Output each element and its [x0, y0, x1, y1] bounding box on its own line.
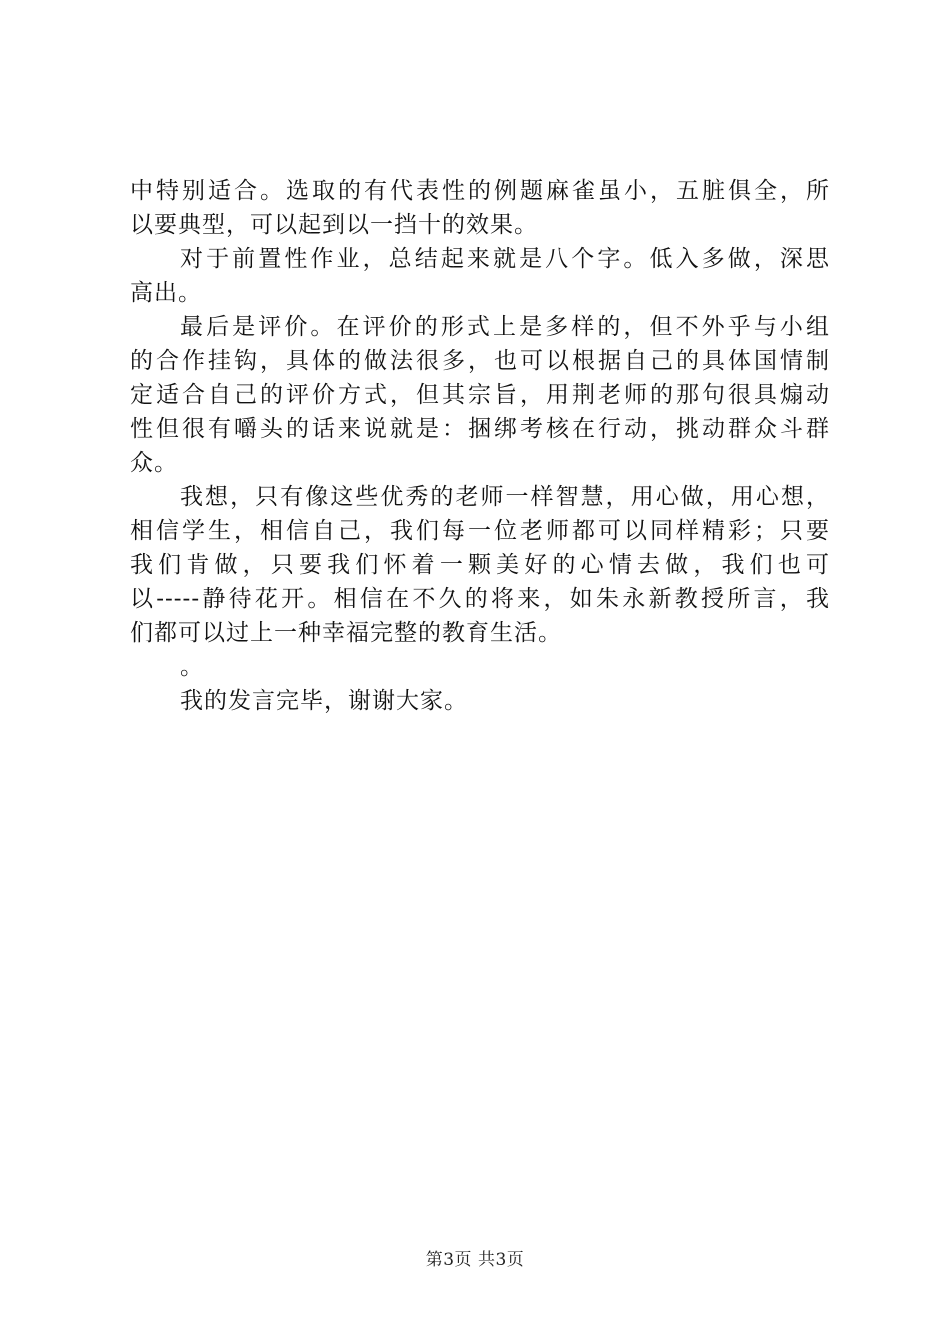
paragraph-2-line-2: 高出。 — [130, 280, 202, 306]
paragraph-4-line-5: 们都可以过上一种幸福完整的教育生活。 — [130, 620, 562, 646]
paragraph-1-line-1: 中特别适合。选取的有代表性的例题麻雀虽小，五脏俱全，所 — [130, 178, 830, 204]
paragraph-1-line-2: 以要典型，可以起到以一挡十的效果。 — [130, 212, 538, 238]
paragraph-4-line-2: 相信学生，相信自己，我们每一位老师都可以同样精彩；只要 — [130, 518, 830, 544]
paragraph-3-line-1: 最后是评价。在评价的形式上是多样的，但不外乎与小组 — [180, 314, 830, 340]
paragraph-4-line-3: 我们肯做，只要我们怀着一颗美好的心情去做，我们也可 — [130, 552, 830, 578]
paragraph-2-line-1: 对于前置性作业，总结起来就是八个字。低入多做，深思 — [180, 246, 830, 272]
paragraph-3-line-2: 的合作挂钩，具体的做法很多，也可以根据自己的具体国情制 — [130, 348, 830, 374]
body-text — [130, 174, 830, 718]
paragraph-4-line-1: 我想，只有像这些优秀的老师一样智慧，用心做，用心想， — [180, 484, 830, 510]
paragraph-3-line-5: 众。 — [130, 450, 178, 476]
paragraph-3-line-4: 性但很有嚼头的话来说就是：捆绑考核在行动，挑动群众斗群 — [130, 416, 830, 442]
closing-line: 我的发言完毕，谢谢大家。 — [180, 688, 468, 714]
page-number-label: 第3页 共3页 — [425, 1250, 525, 1270]
paragraph-3-line-3: 定适合自己的评价方式，但其宗旨，用荆老师的那句很具煽动 — [130, 382, 830, 408]
paragraph-5-line-1: 。 — [180, 654, 204, 680]
paragraph-4-line-4: 以-----静待花开。相信在不久的将来，如朱永新教授所言，我 — [130, 586, 830, 612]
page-footer — [0, 1245, 950, 1270]
